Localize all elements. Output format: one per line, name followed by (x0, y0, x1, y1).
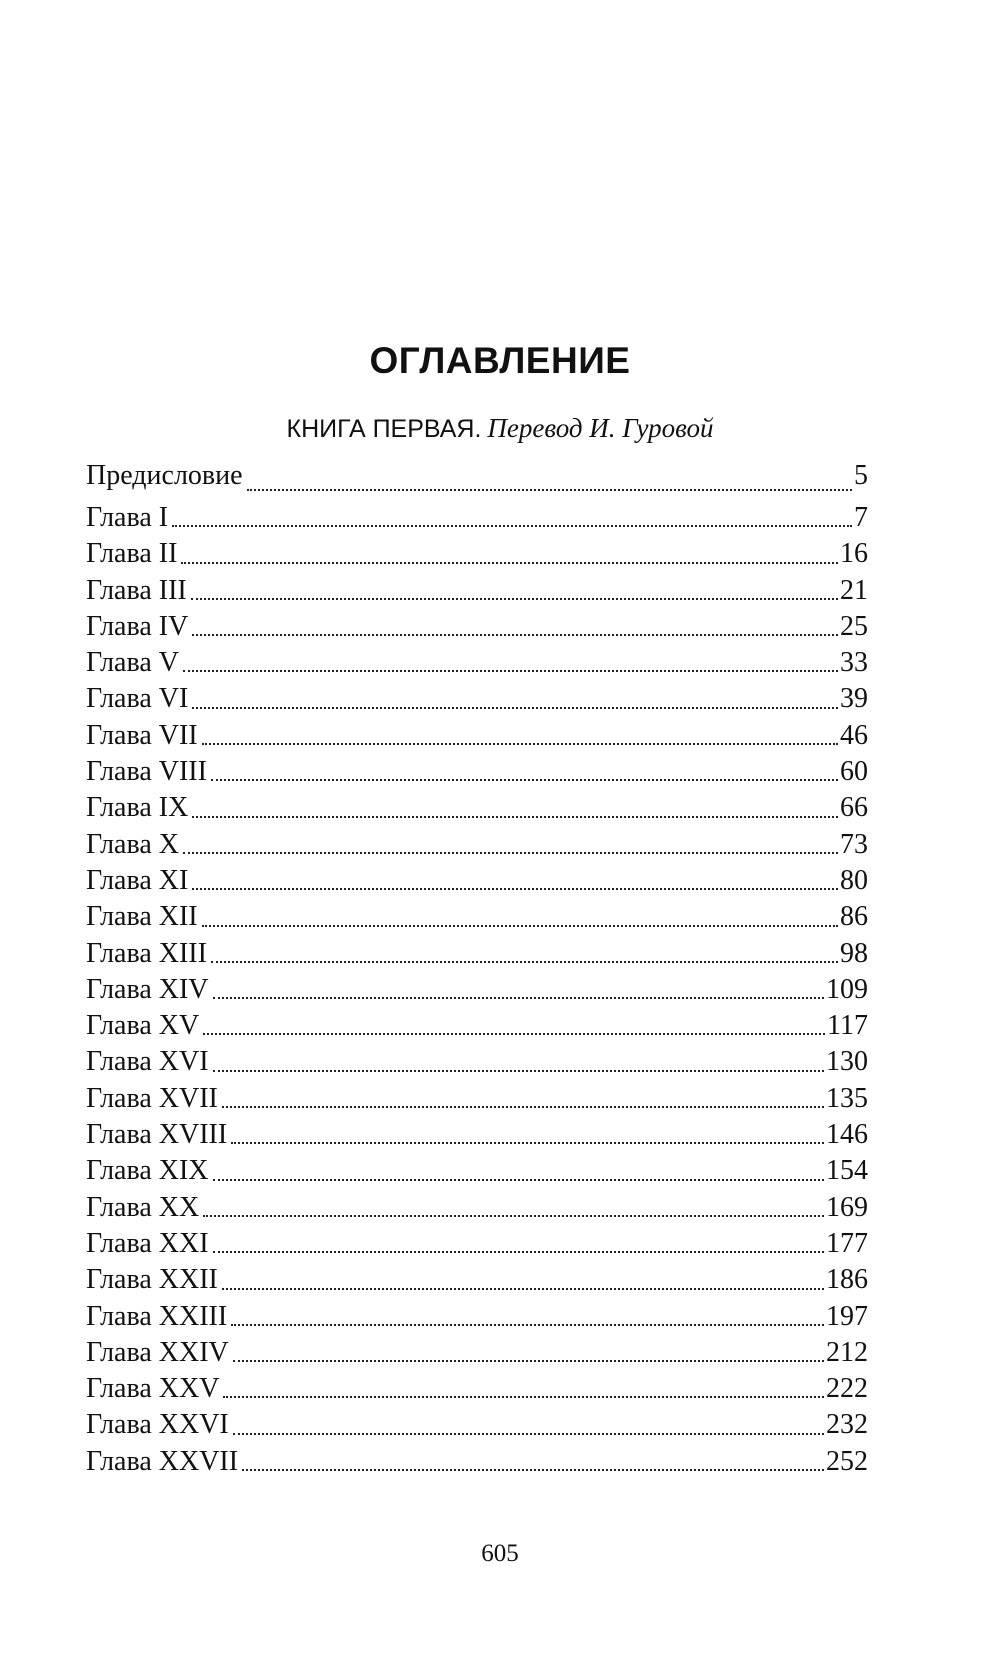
toc-entry-page: 135 (826, 1082, 868, 1114)
dot-leader (233, 1360, 824, 1362)
toc-entry (86, 1117, 868, 1153)
dot-leader (181, 562, 838, 564)
toc-entry-page: 154 (826, 1155, 868, 1187)
toc-entry-label: Глава XIII (86, 937, 207, 969)
toc-entry-label: Глава XXII (86, 1264, 218, 1296)
toc-entry-label: Глава XX (86, 1191, 200, 1223)
dot-leader (223, 1396, 824, 1398)
toc-entry (86, 573, 868, 609)
toc-entry-page: 130 (826, 1046, 868, 1078)
book-title (0, 413, 1000, 444)
toc-entry-page: 197 (826, 1300, 868, 1332)
toc-entry-label: Глава X (86, 828, 179, 860)
dot-leader (213, 1070, 824, 1072)
dot-leader (222, 1288, 824, 1290)
toc-entry-label: Глава IX (86, 792, 189, 824)
dot-leader (233, 1433, 824, 1435)
toc-entry-label: Глава IV (86, 610, 189, 642)
toc-entry (86, 972, 868, 1008)
toc-entry (86, 458, 868, 500)
toc-entry (86, 1444, 868, 1480)
toc-entry-label: Предисловие (86, 460, 243, 491)
toc-entry-label: Глава XIV (86, 973, 209, 1005)
toc-entry-label: Глава VI (86, 683, 189, 715)
toc-entry-page: 186 (826, 1264, 868, 1296)
toc-entry-label: Глава VII (86, 719, 198, 751)
toc-entry (86, 1190, 868, 1226)
dot-leader (202, 925, 838, 927)
toc-entry-label: Глава XXIII (86, 1300, 228, 1332)
toc-entry-page: 98 (840, 937, 868, 969)
toc-entry-page: 109 (826, 973, 868, 1005)
toc-entry-page: 80 (840, 864, 868, 896)
table-of-contents (86, 458, 868, 1480)
toc-entry-label: Глава V (86, 647, 179, 679)
toc-entry (86, 1335, 868, 1371)
toc-entry (86, 1371, 868, 1407)
toc-entry-label: Глава XXVI (86, 1409, 229, 1441)
toc-entry (86, 1407, 868, 1443)
toc-entry-label: Глава XXIV (86, 1336, 229, 1368)
toc-entry-label: Глава XVII (86, 1082, 218, 1114)
translator-credit: Перевод И. Гуровой (487, 413, 714, 443)
toc-entry-label: Глава XVIII (86, 1119, 228, 1151)
dot-leader (231, 1324, 824, 1326)
toc-entry (86, 718, 868, 754)
dot-leader (213, 1179, 824, 1181)
toc-entry (86, 1153, 868, 1189)
toc-entry (86, 500, 868, 536)
dot-leader (183, 852, 838, 854)
toc-entry (86, 1044, 868, 1080)
toc-entry-page: 232 (826, 1409, 868, 1441)
toc-entry-label: Глава XXI (86, 1227, 209, 1259)
toc-entry (86, 936, 868, 972)
toc-entry-label: Глава XIX (86, 1155, 209, 1187)
toc-entry (86, 1262, 868, 1298)
dot-leader (247, 489, 852, 491)
toc-entry (86, 1008, 868, 1044)
toc-entry (86, 1299, 868, 1335)
dot-leader (203, 1215, 824, 1217)
toc-entry (86, 754, 868, 790)
toc-entry-page: 16 (840, 538, 868, 570)
toc-entry (86, 863, 868, 899)
dot-leader (202, 743, 838, 745)
toc-entry-label: Глава XII (86, 901, 198, 933)
dot-leader (242, 1469, 824, 1471)
toc-entry-page: 169 (826, 1191, 868, 1223)
toc-entry-page: 7 (854, 502, 868, 533)
page-title: ОГЛАВЛЕНИЕ (369, 340, 631, 381)
dot-leader (213, 997, 824, 999)
toc-entry-label: Глава II (86, 538, 178, 570)
toc-entry (86, 827, 868, 863)
dot-leader (192, 888, 838, 890)
toc-entry-label: Глава XXV (86, 1373, 220, 1405)
toc-entry (86, 1226, 868, 1262)
dot-leader (211, 961, 838, 963)
toc-entry (86, 1081, 868, 1117)
toc-entry-page: 177 (826, 1227, 868, 1259)
dot-leader (211, 779, 838, 781)
toc-entry (86, 536, 868, 572)
book-label: КНИГА ПЕРВАЯ. (286, 415, 482, 443)
toc-entry-label: Глава III (86, 574, 187, 606)
dot-leader (231, 1142, 824, 1144)
toc-entry-page: 212 (826, 1336, 868, 1368)
toc-entry-page: 252 (826, 1445, 868, 1477)
toc-entry-page: 21 (840, 574, 868, 606)
toc-entry (86, 645, 868, 681)
toc-entry-page: 39 (840, 683, 868, 715)
toc-entry-page: 5 (854, 460, 868, 491)
toc-entry-label: Глава XI (86, 864, 189, 896)
toc-entry-label: Глава XVI (86, 1046, 209, 1078)
toc-entry-label: Глава XXVII (86, 1445, 239, 1477)
dot-leader (191, 598, 838, 600)
toc-entry (86, 790, 868, 826)
toc-entry-page: 25 (840, 610, 868, 642)
dot-leader (192, 816, 838, 818)
toc-entry (86, 681, 868, 717)
toc-entry-page: 66 (840, 792, 868, 824)
page-number: 605 (481, 1540, 519, 1567)
toc-entry-page: 33 (840, 647, 868, 679)
dot-leader (172, 525, 852, 527)
dot-leader (213, 1251, 824, 1253)
toc-entry-page: 73 (840, 828, 868, 860)
toc-entry-label: Глава XV (86, 1010, 200, 1042)
toc-entry-page: 46 (840, 719, 868, 751)
dot-leader (192, 707, 838, 709)
toc-entry-page: 60 (840, 756, 868, 788)
toc-entry-page: 86 (840, 901, 868, 933)
dot-leader (192, 634, 838, 636)
dot-leader (183, 670, 838, 672)
toc-entry-page: 146 (826, 1119, 868, 1151)
toc-entry (86, 609, 868, 645)
toc-entry-label: Глава VIII (86, 756, 207, 788)
toc-entry-label: Глава I (86, 502, 169, 533)
toc-entry (86, 899, 868, 935)
toc-entry-page: 222 (826, 1373, 868, 1405)
toc-entry-page: 117 (827, 1010, 868, 1042)
dot-leader (203, 1033, 825, 1035)
dot-leader (222, 1106, 824, 1108)
